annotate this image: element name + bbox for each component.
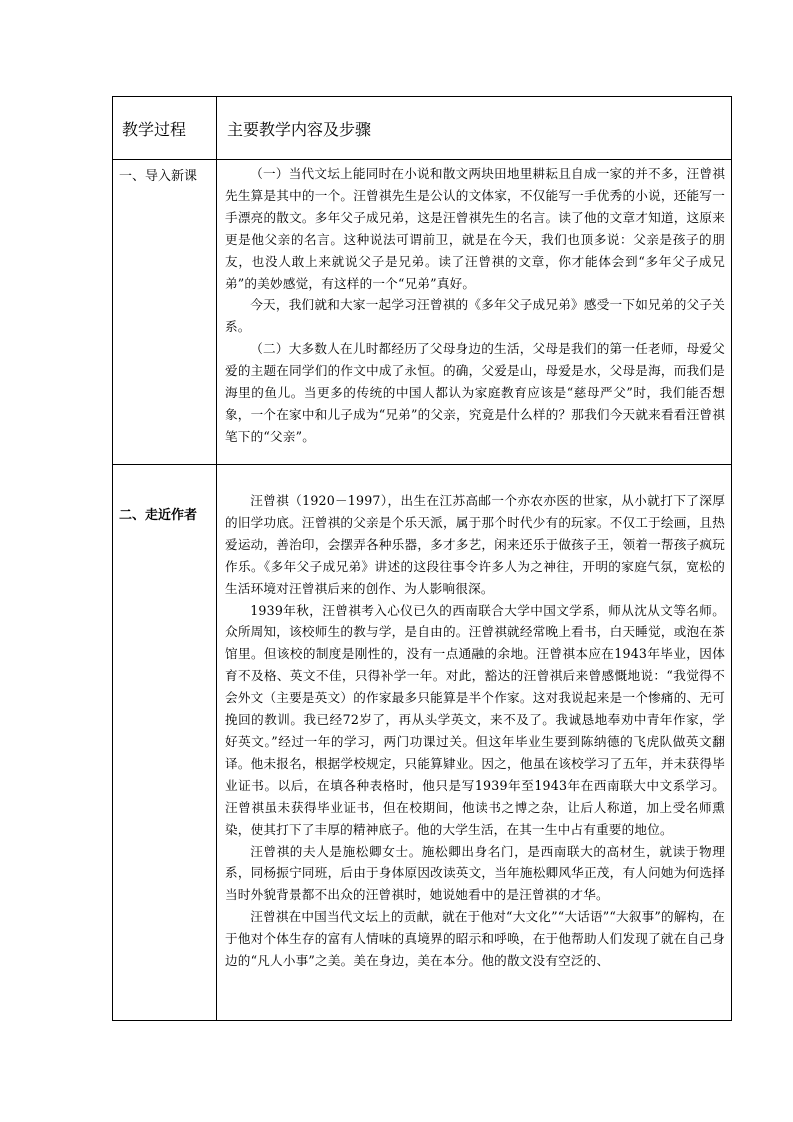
section-row-divider <box>113 464 731 465</box>
paragraph: 汪曾祺的夫人是施松卿女士。施松卿出身名门，是西南联大的高材生，就读于物理系，同杨振宁同班，后由于身体原因改读英文，当年施松卿风华正茂，有人问她为何选择当时外貌背景都不出众的汪曾祺时，她说她看中的是汪曾祺的才华。 <box>225 843 725 903</box>
paragraph: 今天，我们就和大家一起学习汪曾祺的《多年父子成兄弟》感受一下如兄弟的父子关系。 <box>225 297 725 335</box>
header-left-cell: 教学过程 <box>122 119 187 139</box>
lesson-table <box>112 96 732 1021</box>
section-title-intro: 一、导入新课 <box>119 169 198 184</box>
section-content-author <box>217 490 731 972</box>
paragraph: 汪曾祺在中国当代文坛上的贡献，就在于他对“大文化”“大话语”“大叙事”的解构，在于他对个体生存的富有人情味的真境界的昭示和呼唤，在于他帮助人们发现了就在自己身边的“凡人小事”之美。美在身边，美在本分。他的散文没有空泛的、 <box>225 909 726 969</box>
paragraph: 1939年秋，汪曾祺考入心仪已久的西南联合大学中国文学系，师从沈从文等名师。众所周知，该校师生的教与学，是自由的。汪曾祺就经常晚上看书，白天睡觉，或泡在茶馆里。但该校的制度是刚性的，没有一点通融的余地。汪曾祺本应在1943年毕业，因体育不及格、英文不佳，只得补学一年。对此，豁达的汪曾祺后来曾感慨地说：“我觉得不会外文（主要是英文）的作家最多只能算是半个作家。这对我说起来是一个惨痛的、无可挽回的教训。我已经72岁了，再从头学英文，来不及了。我诚恳地奉劝中青年作家，学好英文。”经过一年的学习，两门功课过关。但这年毕业生要到陈纳德的飞虎队做英文翻译。他未报名，根据学校规定，只能算肄业。因之，他虽在该校学习了五年，并未获得毕业证书。以后，在填各种表格时，他只是写1939年至1943年在西南联大中文系学习。汪曾祺虽未获得毕业证书，但在校期间，他读书之博之杂，让后人称道，加上受名师熏染，使其打下了丰厚的精神底子。他的大学生活，在其一生中占有重要的地位。 <box>225 602 725 837</box>
section-title-author: 二、走近作者 <box>119 508 198 523</box>
header-row-divider <box>113 159 731 160</box>
section-content-intro <box>217 163 731 448</box>
paragraph: （一）当代文坛上能同时在小说和散文两块田地里耕耘且自成一家的并不多，汪曾祺先生算是其中的一个。汪曾祺先生是公认的文体家，不仅能写一手优秀的小说，还能写一手漂亮的散文。多年父子成兄弟，这是汪曾祺先生的名言。读了他的文章才知道，这原来更是他父亲的名言。这种说法可谓前卫，就是在今天，我们也顶多说：父亲是孩子的朋友，也没人敢上来就说父子是兄弟。读了汪曾祺的文章，你才能体会到“多年父子成兄弟”的美妙感觉，有这样的一个“兄弟”真好。 <box>225 166 725 291</box>
paragraph: 汪曾祺（1920－1997），出生在江苏高邮一个亦农亦医的世家，从小就打下了深厚的旧学功底。汪曾祺的父亲是个乐天派，属于那个时代少有的玩家。不仅工于绘画，且热爱运动，善治印，会摆弄各种乐器，多才多艺，闲来还乐于做孩子王，领着一帮孩子疯玩作乐。《多年父子成兄弟》讲述的这段往事令许多人为之神往，开明的家庭气氛，宽松的生活环境对汪曾祺后来的创作、为人影响很深。 <box>225 493 725 596</box>
paragraph: （二）大多数人在儿时都经历了父母身边的生活，父母是我们的第一任老师，母爱父爱的主题在同学们的作文中成了永恒。的确，父爱是山，母爱是水，父母是海，而我们是海里的鱼儿。当更多的传统的中国人都认为家庭教育应该是“慈母严父”时，我们能否想象，一个在家中和儿子成为“兄弟”的父亲，究竟是什么样的？那我们今天就来看看汪曾祺笔下的“父亲”。 <box>225 341 725 444</box>
header-right-cell: 主要教学内容及步骤 <box>227 119 372 139</box>
